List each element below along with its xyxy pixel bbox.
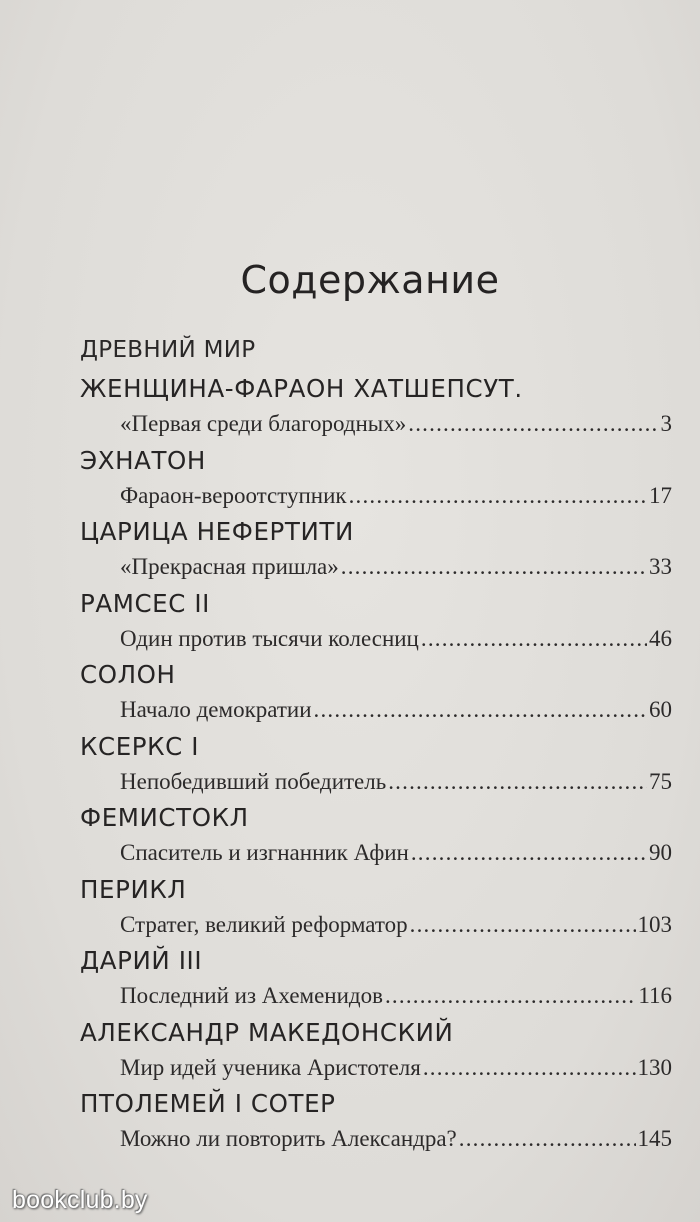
toc-entry-line [120,1126,672,1152]
watermark-logo: bookclub.by [12,1186,148,1214]
toc-entry-subtitle: Мир идей ученика Аристотеля [120,1054,421,1080]
toc-entry-title: РАМСЕС II [80,588,211,618]
toc-entry-subtitle: Стратег, великий реформатор [120,911,408,937]
toc-page-number: 90 [649,840,672,865]
toc-entry [80,1089,672,1161]
toc-entry-line [120,483,672,509]
toc-entry [80,446,672,518]
toc-entry [80,660,672,732]
toc-page-number: 103 [637,911,672,937]
toc-entry-title: СОЛОН [80,660,176,689]
toc-entry [80,946,672,1018]
toc-leader-dots [423,1055,636,1081]
toc-page-number: 145 [637,1126,672,1151]
toc-entry-title: ПТОЛЕМЕЙ I СОТЕР [80,1089,336,1118]
toc-entry [80,803,672,875]
toc-entry-subtitle: Начало демократии [120,697,312,722]
toc-entry-line [120,554,672,580]
toc-page-number: 17 [649,482,672,508]
toc-entry-title: КСЕРКС I [80,731,200,761]
toc-leader-dots [421,626,647,652]
toc-entry-subtitle: «Первая среди благородных» [120,411,407,436]
toc-entry-title: ЭХНАТОН [80,445,206,475]
toc-leader-dots [349,483,647,509]
toc-leader-dots [341,554,647,580]
toc-entry-line [120,983,672,1009]
toc-entry-line [120,626,672,652]
toc-page-number: 130 [637,1054,672,1080]
toc-leader-dots [459,1126,636,1152]
toc-leader-dots [408,411,658,437]
toc-entry-line [120,1055,672,1081]
toc-leader-dots [410,912,636,938]
table-of-contents [80,374,672,1161]
toc-entry-title: ЦАРИЦА НЕФЕРТИТИ [80,517,354,546]
toc-leader-dots [388,769,647,795]
toc-entry [80,732,672,804]
toc-page-number: 33 [649,554,672,579]
toc-entry [80,1018,672,1090]
toc-entry-subtitle: Последний из Ахеменидов [120,983,383,1008]
section-heading: ДРЕВНИЙ МИР [80,337,256,363]
toc-entry-subtitle: Непобедивший победитель [120,768,387,794]
toc-entry-subtitle: «Прекрасная пришла» [120,554,339,579]
toc-leader-dots [385,983,636,1009]
toc-leader-dots [314,697,647,723]
toc-page-number: 116 [638,983,672,1008]
toc-entry-title: ПЕРИКЛ [80,874,187,904]
toc-entry [80,875,672,947]
toc-entry-title: ФЕМИСТОКЛ [80,803,249,832]
toc-entry [80,517,672,589]
toc-page-number: 60 [649,697,672,722]
toc-entry-title: ДАРИЙ III [80,946,203,975]
page-title: Содержание [240,258,500,302]
toc-entry [80,374,672,446]
toc-entry-subtitle: Фараон-вероотступник [120,482,347,508]
toc-entry-line [120,697,672,723]
toc-entry [80,589,672,661]
toc-entry-title: АЛЕКСАНДР МАКЕДОНСКИЙ [80,1017,454,1047]
toc-entry-subtitle: Можно ли повторить Александра? [120,1126,457,1151]
toc-entry-line [120,840,672,866]
toc-page-number: 75 [649,768,672,794]
toc-entry-title: ЖЕНЩИНА-ФАРАОН ХАТШЕПСУТ. [80,374,523,403]
toc-page-number: 3 [660,411,672,436]
toc-page-number: 46 [649,625,672,651]
toc-entry-line [120,411,672,437]
toc-entry-line [120,912,672,938]
toc-entry-line [120,769,672,795]
toc-leader-dots [411,840,647,866]
toc-entry-subtitle: Спаситель и изгнанник Афин [120,840,409,865]
toc-entry-subtitle: Один против тысячи колесниц [120,625,419,651]
